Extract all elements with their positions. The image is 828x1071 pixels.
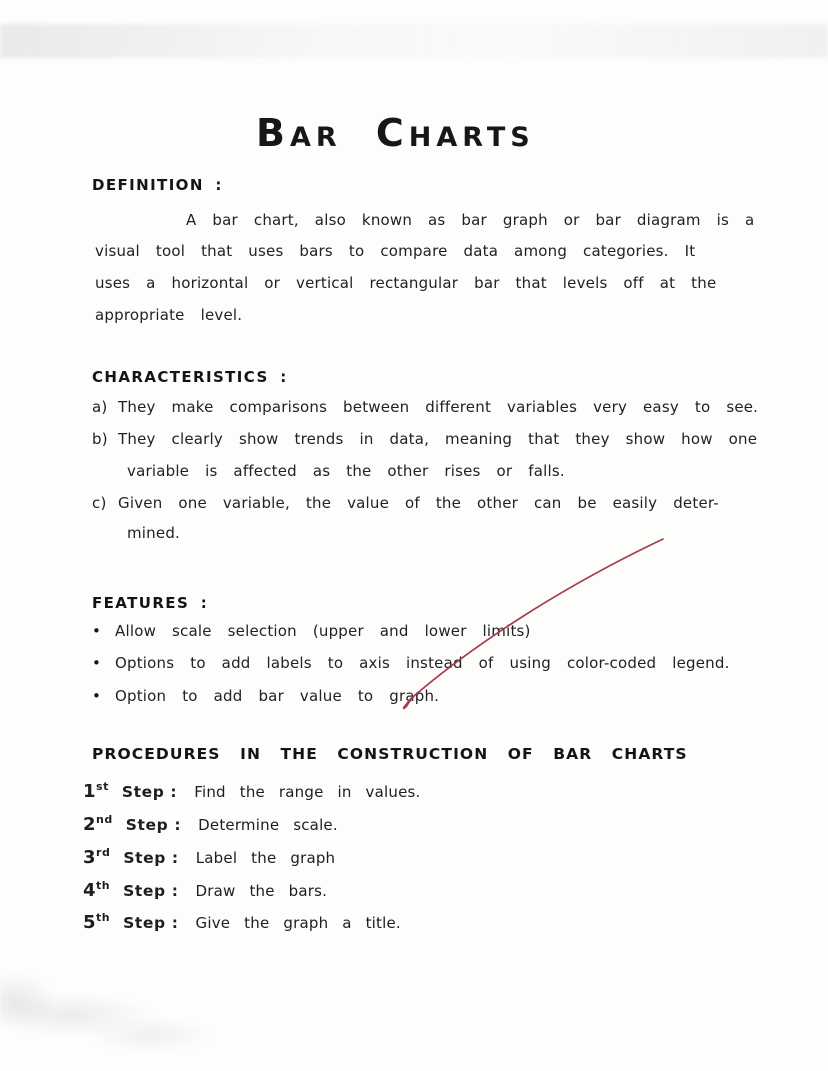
step-text: Give the graph a title. bbox=[195, 914, 401, 932]
feature-item bbox=[92, 687, 439, 705]
step-label: Step : bbox=[125, 816, 182, 834]
procedure-step-2 bbox=[83, 813, 338, 835]
item-text: Given one variable, the value of the other can be easily deter- bbox=[118, 494, 719, 512]
procedures-heading: PROCEDURES IN THE CONSTRUCTION OF BAR CHARTS bbox=[92, 745, 688, 763]
item-marker: a) bbox=[92, 398, 108, 416]
feature-text: Option to add bar value to graph. bbox=[115, 687, 440, 705]
step-ordinal bbox=[83, 847, 110, 868]
step-ordinal-suffix: th bbox=[96, 911, 111, 924]
step-label: Step : bbox=[123, 849, 179, 867]
item-text: They make comparisons between different variables very easy to see. bbox=[118, 398, 759, 416]
definition-line: A bar chart, also known as bar graph or bar diagram is a bbox=[186, 211, 755, 229]
step-ordinal-suffix: rd bbox=[96, 846, 111, 859]
definition-line: visual tool that uses bars to compare data among categories. It bbox=[95, 242, 696, 260]
step-ordinal-suffix: nd bbox=[96, 813, 113, 826]
step-number: 4 bbox=[83, 880, 97, 901]
step-number: 3 bbox=[83, 847, 97, 868]
feature-item bbox=[92, 622, 531, 640]
procedure-step-5 bbox=[83, 911, 401, 933]
scan-smudge-bottom-left bbox=[0, 960, 280, 1060]
characteristic-item-c bbox=[92, 494, 719, 512]
feature-item bbox=[92, 654, 730, 672]
step-text: Determine scale. bbox=[198, 816, 338, 834]
definition-line: uses a horizontal or vertical rectangular bar that levels off at the bbox=[95, 274, 717, 292]
step-label: Step : bbox=[123, 882, 179, 900]
feature-text: Options to add labels to axis instead of using color-coded legend. bbox=[115, 654, 730, 672]
step-label: Step : bbox=[123, 914, 179, 932]
step-text: Draw the bars. bbox=[195, 882, 328, 900]
step-number: 5 bbox=[83, 912, 97, 933]
step-ordinal bbox=[83, 781, 109, 802]
characteristic-item-c-cont: mined. bbox=[127, 524, 181, 542]
step-number: 2 bbox=[83, 814, 97, 835]
characteristics-heading: CHARACTERISTICS : bbox=[92, 368, 288, 386]
bullet-icon: • bbox=[92, 687, 102, 705]
step-ordinal bbox=[83, 880, 110, 901]
characteristic-item-a bbox=[92, 398, 758, 416]
item-text: They clearly show trends in data, meaning that they show how one bbox=[118, 430, 758, 448]
procedure-step-3 bbox=[83, 846, 335, 868]
procedure-step-4 bbox=[83, 879, 327, 901]
step-ordinal-suffix: th bbox=[96, 879, 111, 892]
item-marker: b) bbox=[92, 430, 108, 448]
procedure-step-1 bbox=[83, 780, 421, 802]
step-text: Label the graph bbox=[195, 849, 336, 867]
step-text: Find the range in values. bbox=[194, 783, 421, 801]
step-number: 1 bbox=[83, 781, 97, 802]
step-ordinal bbox=[83, 912, 110, 933]
step-label: Step : bbox=[121, 783, 178, 801]
bullet-icon: • bbox=[92, 622, 102, 640]
features-heading: FEATURES : bbox=[92, 594, 209, 612]
item-marker: c) bbox=[92, 494, 107, 512]
bullet-icon: • bbox=[92, 654, 102, 672]
definition-line: appropriate level. bbox=[95, 306, 243, 324]
characteristic-item-b-cont: variable is affected as the other rises or falls. bbox=[127, 462, 565, 480]
step-ordinal-suffix: st bbox=[96, 780, 109, 793]
definition-heading: DEFINITION : bbox=[92, 176, 223, 194]
step-ordinal bbox=[83, 814, 113, 835]
page-title: Bar Charts bbox=[256, 111, 535, 156]
feature-text: Allow scale selection (upper and lower limits) bbox=[115, 622, 531, 640]
scan-shadow-top bbox=[0, 24, 828, 58]
characteristic-item-b bbox=[92, 430, 757, 448]
